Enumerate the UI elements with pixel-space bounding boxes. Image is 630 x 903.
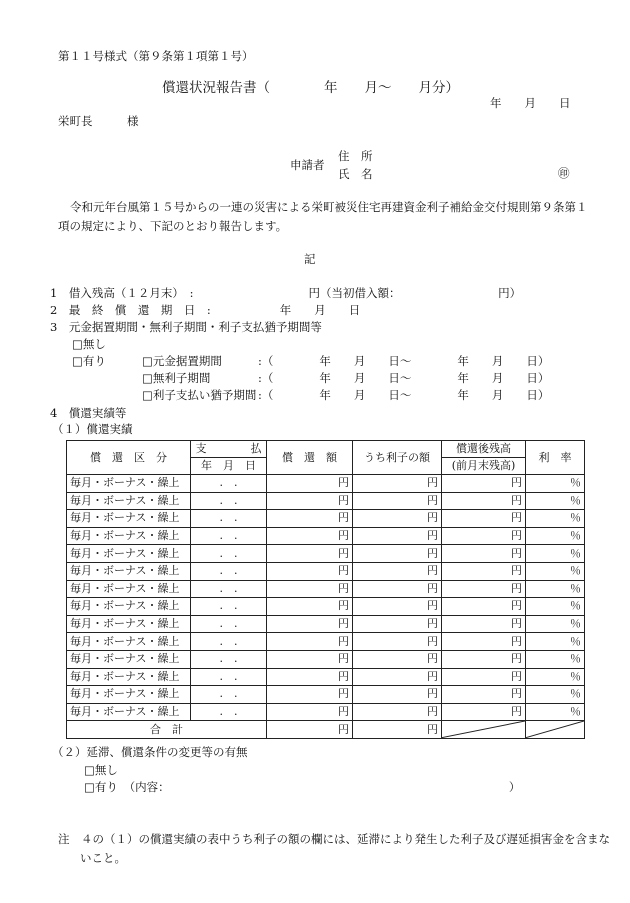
period-row-range: :（ 年 月 日～ 年 月 日） [258, 371, 550, 385]
row-balance[interactable]: 円 [442, 633, 526, 651]
row-rate[interactable]: ％ [526, 562, 585, 580]
item-4-2-none-checkbox[interactable]: □無し [84, 763, 118, 777]
row-payment-date[interactable]: . . [191, 650, 267, 668]
total-balance-blank [442, 721, 526, 739]
row-balance[interactable]: 円 [442, 668, 526, 686]
row-balance[interactable]: 円 [442, 492, 526, 510]
row-rate[interactable]: ％ [526, 668, 585, 686]
row-interest[interactable]: 円 [353, 633, 442, 651]
total-label: 合 計 [67, 721, 267, 739]
seal-mark: ㊞ [558, 166, 570, 180]
item-4: 4 償還実績等 [50, 406, 127, 420]
item-4-2: （２）延滞、償還条件の変更等の有無 [52, 745, 248, 759]
ki-heading: 記 [304, 252, 316, 266]
row-payment-date[interactable]: . . [191, 475, 267, 493]
item-2: 2 最 終 償 還 期 日 : 年 月 日 [50, 303, 361, 317]
row-balance[interactable]: 円 [442, 545, 526, 563]
item-4-2-yes-checkbox[interactable]: □有り （内容： ） [84, 780, 521, 794]
period-row-range: :（ 年 月 日～ 年 月 日） [258, 354, 550, 368]
total-interest-cell[interactable]: 円 [353, 721, 442, 739]
table-row [67, 492, 585, 510]
row-category: 毎月・ボーナス・繰上 [67, 703, 191, 721]
row-balance[interactable]: 円 [442, 598, 526, 616]
table-row [67, 598, 585, 616]
row-category: 毎月・ボーナス・繰上 [67, 686, 191, 704]
total-repayment-cell[interactable]: 円 [267, 721, 353, 739]
row-payment-date[interactable]: . . [191, 580, 267, 598]
row-interest[interactable]: 円 [353, 703, 442, 721]
row-payment-date[interactable]: . . [191, 686, 267, 704]
row-payment-date[interactable]: . . [191, 492, 267, 510]
row-category: 毎月・ボーナス・繰上 [67, 475, 191, 493]
row-category: 毎月・ボーナス・繰上 [67, 650, 191, 668]
table-row [67, 703, 585, 721]
row-repayment[interactable]: 円 [267, 615, 353, 633]
row-category: 毎月・ボーナス・繰上 [67, 562, 191, 580]
row-repayment[interactable]: 円 [267, 650, 353, 668]
row-interest[interactable]: 円 [353, 510, 442, 528]
row-repayment[interactable]: 円 [267, 492, 353, 510]
row-interest[interactable]: 円 [353, 580, 442, 598]
row-interest[interactable]: 円 [353, 492, 442, 510]
item-3: 3 元金据置期間・無利子期間・利子支払猶予期間等 [50, 320, 322, 334]
applicant-label: 申請者 [290, 158, 325, 172]
row-balance[interactable]: 円 [442, 615, 526, 633]
row-rate[interactable]: ％ [526, 492, 585, 510]
row-payment-date[interactable]: . . [191, 633, 267, 651]
addressee: 栄町長 様 [58, 114, 139, 128]
table-row [67, 668, 585, 686]
row-category: 毎月・ボーナス・繰上 [67, 510, 191, 528]
row-repayment[interactable]: 円 [267, 545, 353, 563]
period-row[interactable]: □元金据置期間 [142, 354, 222, 368]
row-interest[interactable]: 円 [353, 527, 442, 545]
row-interest[interactable]: 円 [353, 668, 442, 686]
header-rate: 利 率 [526, 441, 585, 475]
row-rate[interactable]: ％ [526, 650, 585, 668]
row-interest[interactable]: 円 [353, 615, 442, 633]
form-number: 第１１号様式（第９条第１項第１号） [58, 49, 254, 63]
table-row [67, 510, 585, 528]
row-category: 毎月・ボーナス・繰上 [67, 527, 191, 545]
total-rate-blank [526, 721, 585, 739]
table-row [67, 633, 585, 651]
row-repayment[interactable]: 円 [267, 510, 353, 528]
row-rate[interactable]: ％ [526, 545, 585, 563]
row-interest[interactable]: 円 [353, 650, 442, 668]
row-repayment[interactable]: 円 [267, 527, 353, 545]
row-rate[interactable]: ％ [526, 580, 585, 598]
row-repayment[interactable]: 円 [267, 598, 353, 616]
row-repayment[interactable]: 円 [267, 562, 353, 580]
row-balance[interactable]: 円 [442, 703, 526, 721]
row-repayment[interactable]: 円 [267, 668, 353, 686]
header-category: 償 還 区 分 [67, 441, 191, 475]
repayment-table [66, 440, 585, 739]
row-balance[interactable]: 円 [442, 475, 526, 493]
name-label: 氏 名 [338, 167, 373, 181]
row-payment-date[interactable]: . . [191, 562, 267, 580]
period-row[interactable]: □無利子期間 [142, 371, 211, 385]
row-category: 毎月・ボーナス・繰上 [67, 668, 191, 686]
table-row [67, 545, 585, 563]
table-row [67, 615, 585, 633]
table-row [67, 527, 585, 545]
row-rate[interactable]: ％ [526, 527, 585, 545]
header-balance-bottom: (前月末残高) [442, 458, 526, 475]
table-row [67, 475, 585, 493]
row-balance[interactable]: 円 [442, 510, 526, 528]
row-payment-date[interactable]: . . [191, 510, 267, 528]
row-payment-date[interactable]: . . [191, 615, 267, 633]
item-4-1: （１）償還実績 [52, 422, 133, 436]
table-row [67, 686, 585, 704]
row-category: 毎月・ボーナス・繰上 [67, 580, 191, 598]
row-rate[interactable]: ％ [526, 615, 585, 633]
header-payment-top: 支 払 [191, 441, 267, 458]
row-rate[interactable]: ％ [526, 475, 585, 493]
header-balance-top: 償還後残高 [442, 441, 526, 458]
report-title: 償還状況報告書（ 年 月～ 月分） [162, 80, 459, 96]
row-rate[interactable]: ％ [526, 510, 585, 528]
row-rate[interactable]: ％ [526, 703, 585, 721]
row-payment-date[interactable]: . . [191, 598, 267, 616]
row-repayment[interactable]: 円 [267, 703, 353, 721]
row-repayment[interactable]: 円 [267, 475, 353, 493]
row-balance[interactable]: 円 [442, 650, 526, 668]
intro-paragraph: 令和元年台風第１５号からの一連の災害による栄町被災住宅再建資金利子補給金交付規則第９条第１項の規定により、下記のとおり報告します。 [58, 200, 588, 233]
row-payment-date[interactable]: . . [191, 703, 267, 721]
header-repayment: 償 還 額 [267, 441, 353, 475]
row-rate[interactable]: ％ [526, 686, 585, 704]
row-category: 毎月・ボーナス・繰上 [67, 492, 191, 510]
row-interest[interactable]: 円 [353, 598, 442, 616]
period-row[interactable]: □利子支払い猶予期間 [142, 388, 257, 402]
row-balance[interactable]: 円 [442, 686, 526, 704]
row-interest[interactable]: 円 [353, 475, 442, 493]
row-interest[interactable]: 円 [353, 545, 442, 563]
row-category: 毎月・ボーナス・繰上 [67, 545, 191, 563]
row-balance[interactable]: 円 [442, 562, 526, 580]
table-row [67, 562, 585, 580]
address-label: 住 所 [338, 149, 373, 163]
row-payment-date[interactable]: . . [191, 545, 267, 563]
footnote: 注 ４の（１）の償還実績の表中うち利子の額の欄には、延滞により発生した利子及び遅延損害金を含まないこと。 [58, 832, 610, 865]
header-payment-bottom: 年 月 日 [191, 458, 267, 475]
row-category: 毎月・ボーナス・繰上 [67, 633, 191, 651]
row-balance[interactable]: 円 [442, 580, 526, 598]
row-rate[interactable]: ％ [526, 598, 585, 616]
row-balance[interactable]: 円 [442, 527, 526, 545]
table-row [67, 580, 585, 598]
row-repayment[interactable]: 円 [267, 686, 353, 704]
period-row-range: :（ 年 月 日～ 年 月 日） [258, 388, 550, 402]
table-row [67, 650, 585, 668]
row-repayment[interactable]: 円 [267, 580, 353, 598]
row-interest[interactable]: 円 [353, 686, 442, 704]
row-category: 毎月・ボーナス・繰上 [67, 598, 191, 616]
item-1: 1 借入残高（１２月末） : 円（当初借入額： 円） [50, 286, 522, 300]
row-repayment[interactable]: 円 [267, 633, 353, 651]
item-3-yes-checkbox[interactable]: □有り [72, 354, 106, 368]
item-3-none-checkbox[interactable]: □無し [72, 337, 106, 351]
date-line: 年 月 日 [490, 96, 571, 110]
row-payment-date[interactable]: . . [191, 527, 267, 545]
row-rate[interactable]: ％ [526, 633, 585, 651]
row-category: 毎月・ボーナス・繰上 [67, 615, 191, 633]
row-interest[interactable]: 円 [353, 562, 442, 580]
row-payment-date[interactable]: . . [191, 668, 267, 686]
header-interest: うち利子の額 [353, 441, 442, 475]
